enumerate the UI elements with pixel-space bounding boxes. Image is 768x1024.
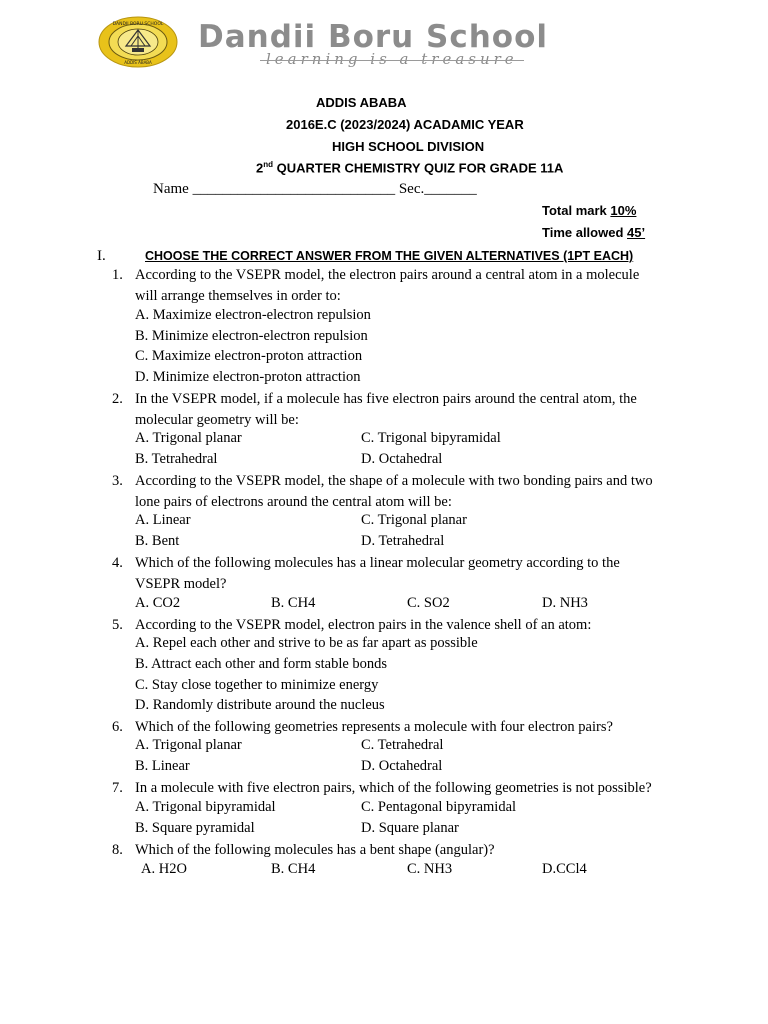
option-2c[interactable]: C. Trigonal bipyramidal [361,430,501,446]
question-number: 7. [112,780,123,796]
option-7d[interactable]: D. Square planar [361,820,459,836]
section-title: CHOOSE THE CORRECT ANSWER FROM THE GIVEN ALTERNATIVES (1PT EACH) [145,249,634,263]
question-text: Which of the following molecules has a linear molecular geometry according to the [135,555,620,571]
question-number: 1. [112,267,123,283]
section-numeral: I. [97,248,106,264]
question-number: 6. [112,719,123,735]
option-1b[interactable]: B. Minimize electron-electron repulsion [135,328,368,344]
option-3a[interactable]: A. Linear [135,512,191,528]
school-header [98,14,698,74]
academic-year-heading: 2016E.C (2023/2024) ACADAMIC YEAR [286,117,524,132]
question-number: 8. [112,842,123,858]
option-7b[interactable]: B. Square pyramidal [135,820,255,836]
option-2b[interactable]: B. Tetrahedral [135,451,218,467]
total-mark: Total mark 10% [542,203,637,218]
division-heading: HIGH SCHOOL DIVISION [332,139,485,154]
name-section-field[interactable]: Name ___________________________ Sec._______ [153,181,477,197]
option-1c[interactable]: C. Maximize electron-proton attraction [135,348,363,364]
question-text: In a molecule with five electron pairs, which of the following geometries is not possible? [135,780,652,796]
question-number: 2. [112,391,123,407]
question-text: According to the VSEPR model, electron pairs in the valence shell of an atom: [135,617,592,633]
option-8d[interactable]: D.CCl4 [542,861,587,877]
option-3c[interactable]: C. Trigonal planar [361,512,467,528]
question-text: molecular geometry will be: [135,412,299,428]
option-3d[interactable]: D. Tetrahedral [361,533,445,549]
option-3b[interactable]: B. Bent [135,533,180,549]
option-2a[interactable]: A. Trigonal planar [135,430,242,446]
quiz-title: 2nd QUARTER CHEMISTRY QUIZ FOR GRADE 11A [256,160,564,176]
option-6a[interactable]: A. Trigonal planar [135,737,242,753]
question-number: 5. [112,617,123,633]
question-text: Which of the following molecules has a bent shape (angular)? [135,842,495,858]
option-8c[interactable]: C. NH3 [407,861,453,877]
option-8a[interactable]: A. H2O [141,861,187,877]
svg-text:ADDIS ABABA: ADDIS ABABA [124,60,152,65]
school-name: Dandii Boru School [198,19,549,55]
option-7c[interactable]: C. Pentagonal bipyramidal [361,799,517,815]
option-5c[interactable]: C. Stay close together to minimize energy [135,677,379,693]
option-6c[interactable]: C. Tetrahedral [361,737,444,753]
option-4d[interactable]: D. NH3 [542,595,588,611]
option-7a[interactable]: A. Trigonal bipyramidal [135,799,276,815]
option-4b[interactable]: B. CH4 [271,595,316,611]
option-6b[interactable]: B. Linear [135,758,190,774]
time-allowed: Time allowed 45’ [542,225,646,240]
svg-text:DANDII BORU SCHOOL: DANDII BORU SCHOOL [112,22,164,27]
question-number: 4. [112,555,123,571]
question-text: According to the VSEPR model, the electron pairs around a central atom in a molecule [135,267,640,283]
question-text: will arrange themselves in order to: [135,288,341,304]
school-seal-icon [98,16,178,68]
question-text: In the VSEPR model, if a molecule has five electron pairs around the central atom, the [135,391,637,407]
option-1d[interactable]: D. Minimize electron-proton attraction [135,369,361,385]
option-4c[interactable]: C. SO2 [407,595,450,611]
question-number: 3. [112,473,123,489]
option-2d[interactable]: D. Octahedral [361,451,443,467]
option-4a[interactable]: A. CO2 [135,595,181,611]
option-1a[interactable]: A. Maximize electron-electron repulsion [135,307,371,323]
option-5d[interactable]: D. Randomly distribute around the nucleus [135,697,385,713]
option-5b[interactable]: B. Attract each other and form stable bonds [135,656,388,672]
question-text: Which of the following geometries represents a molecule with four electron pairs? [135,719,613,735]
option-8b[interactable]: B. CH4 [271,861,316,877]
option-5a[interactable]: A. Repel each other and strive to be as far apart as possible [135,635,478,651]
question-text: lone pairs of electrons around the central atom will be: [135,494,452,510]
city-heading: ADDIS ABABA [316,95,407,110]
option-6d[interactable]: D. Octahedral [361,758,443,774]
question-text: According to the VSEPR model, the shape of a molecule with two bonding pairs and two [135,473,653,489]
school-tagline: learning is a treasure [266,50,518,68]
question-text: VSEPR model? [135,576,227,592]
